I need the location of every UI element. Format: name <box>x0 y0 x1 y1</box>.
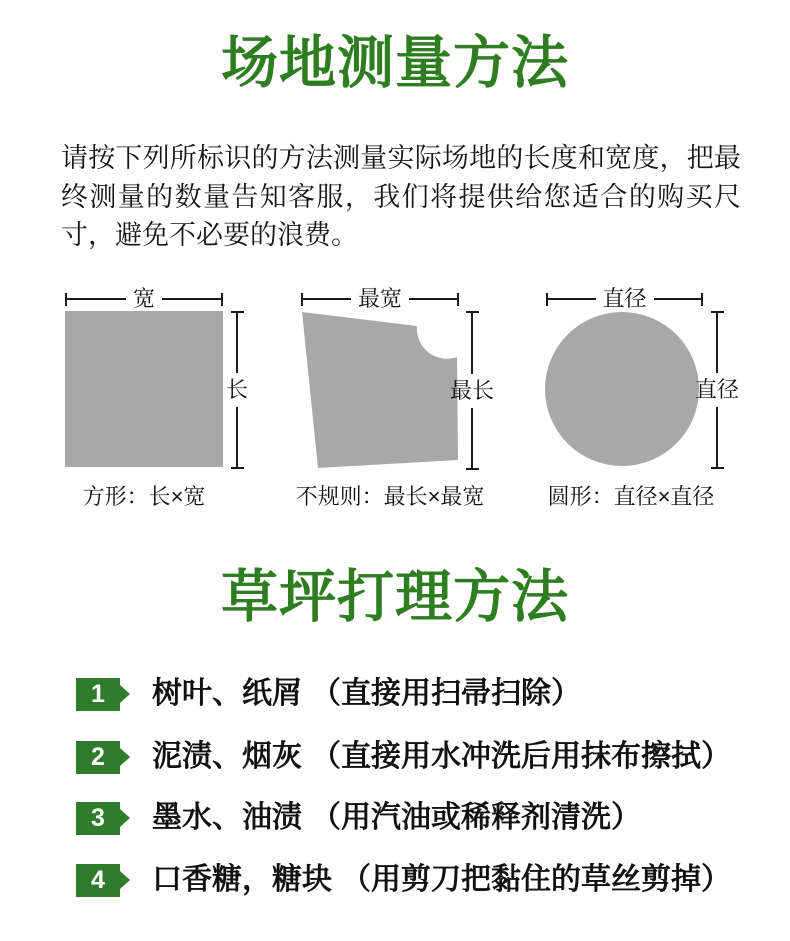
dimension-line <box>654 298 702 300</box>
dimension-line <box>471 313 473 374</box>
irregular-maxlength-dimension <box>450 311 495 470</box>
circle-shape <box>545 312 699 466</box>
square-shape <box>65 311 223 467</box>
dimension-line <box>162 298 221 300</box>
care-item <box>76 740 731 774</box>
item-number: 3 <box>91 803 105 832</box>
care-item-text <box>152 863 731 897</box>
item-number: 1 <box>91 679 105 708</box>
circle-caption: 圆形：直径×直径 <box>547 484 715 509</box>
care-item <box>76 677 581 711</box>
dimension-tick <box>711 467 724 469</box>
care-item-text <box>152 740 731 774</box>
circle-diameter-side-dimension <box>695 311 740 469</box>
circle-diameter-side-label: 直径 <box>695 377 740 402</box>
dimension-line <box>716 313 718 373</box>
intro-paragraph: 请按下列所标识的方法测量实际场地的长度和宽度，把最终测量的数量告知客服，我们将提供给您适合的购买尺寸，避免不必要的浪费。 <box>61 143 741 250</box>
square-length-label: 长 <box>226 377 249 402</box>
dimension-tick <box>701 293 703 306</box>
dimension-tick <box>457 293 459 306</box>
dimension-line <box>716 407 718 467</box>
item-number-badge <box>76 678 120 711</box>
dimension-line <box>303 298 351 300</box>
care-item-text <box>152 801 641 835</box>
item-number-badge <box>76 864 120 897</box>
dimension-tick <box>231 467 244 469</box>
dimension-line <box>67 298 126 300</box>
care-item-text <box>152 677 581 711</box>
care-section-title: 草坪打理方法 <box>221 565 569 629</box>
care-item-lead: 泥渍、烟灰 <box>152 740 302 773</box>
care-item-lead: 口香糖，糖块 <box>152 863 332 896</box>
dimension-line <box>409 298 457 300</box>
dimension-line <box>548 298 596 300</box>
square-width-label: 宽 <box>133 286 156 311</box>
dimension-tick <box>221 293 223 306</box>
irregular-caption: 不规则：最长×最宽 <box>295 484 485 509</box>
care-item-note: （用汽油或稀释剂清洗） <box>311 801 641 834</box>
care-item <box>76 801 641 835</box>
irregular-shape <box>295 305 465 475</box>
circle-diameter-top-label: 直径 <box>602 286 647 311</box>
care-item-lead: 树叶、纸屑 <box>152 677 302 710</box>
square-length-dimension <box>226 311 248 469</box>
care-item-lead: 墨水、油渍 <box>152 801 302 834</box>
care-item-note: （用剪刀把黏住的草丝剪掉） <box>341 863 731 896</box>
dimension-tick <box>466 468 479 470</box>
measure-section-title: 场地测量方法 <box>221 31 569 95</box>
circle-diameter-top-dimension <box>546 288 703 310</box>
care-item <box>76 863 731 897</box>
care-item-note: （直接用水冲洗后用抹布擦拭） <box>311 740 731 773</box>
item-number-badge <box>76 802 120 835</box>
item-number-badge <box>76 741 120 774</box>
square-caption: 方形：长×宽 <box>82 484 206 509</box>
dimension-line <box>236 313 238 373</box>
item-number: 2 <box>91 742 105 771</box>
irregular-maxlength-label: 最长 <box>450 377 495 403</box>
item-number: 4 <box>91 865 105 894</box>
dimension-line <box>471 408 473 469</box>
dimension-line <box>236 407 238 467</box>
square-width-dimension <box>65 288 223 310</box>
care-item-note: （直接用扫帚扫除） <box>311 677 581 710</box>
irregular-maxwidth-label: 最宽 <box>358 286 403 311</box>
